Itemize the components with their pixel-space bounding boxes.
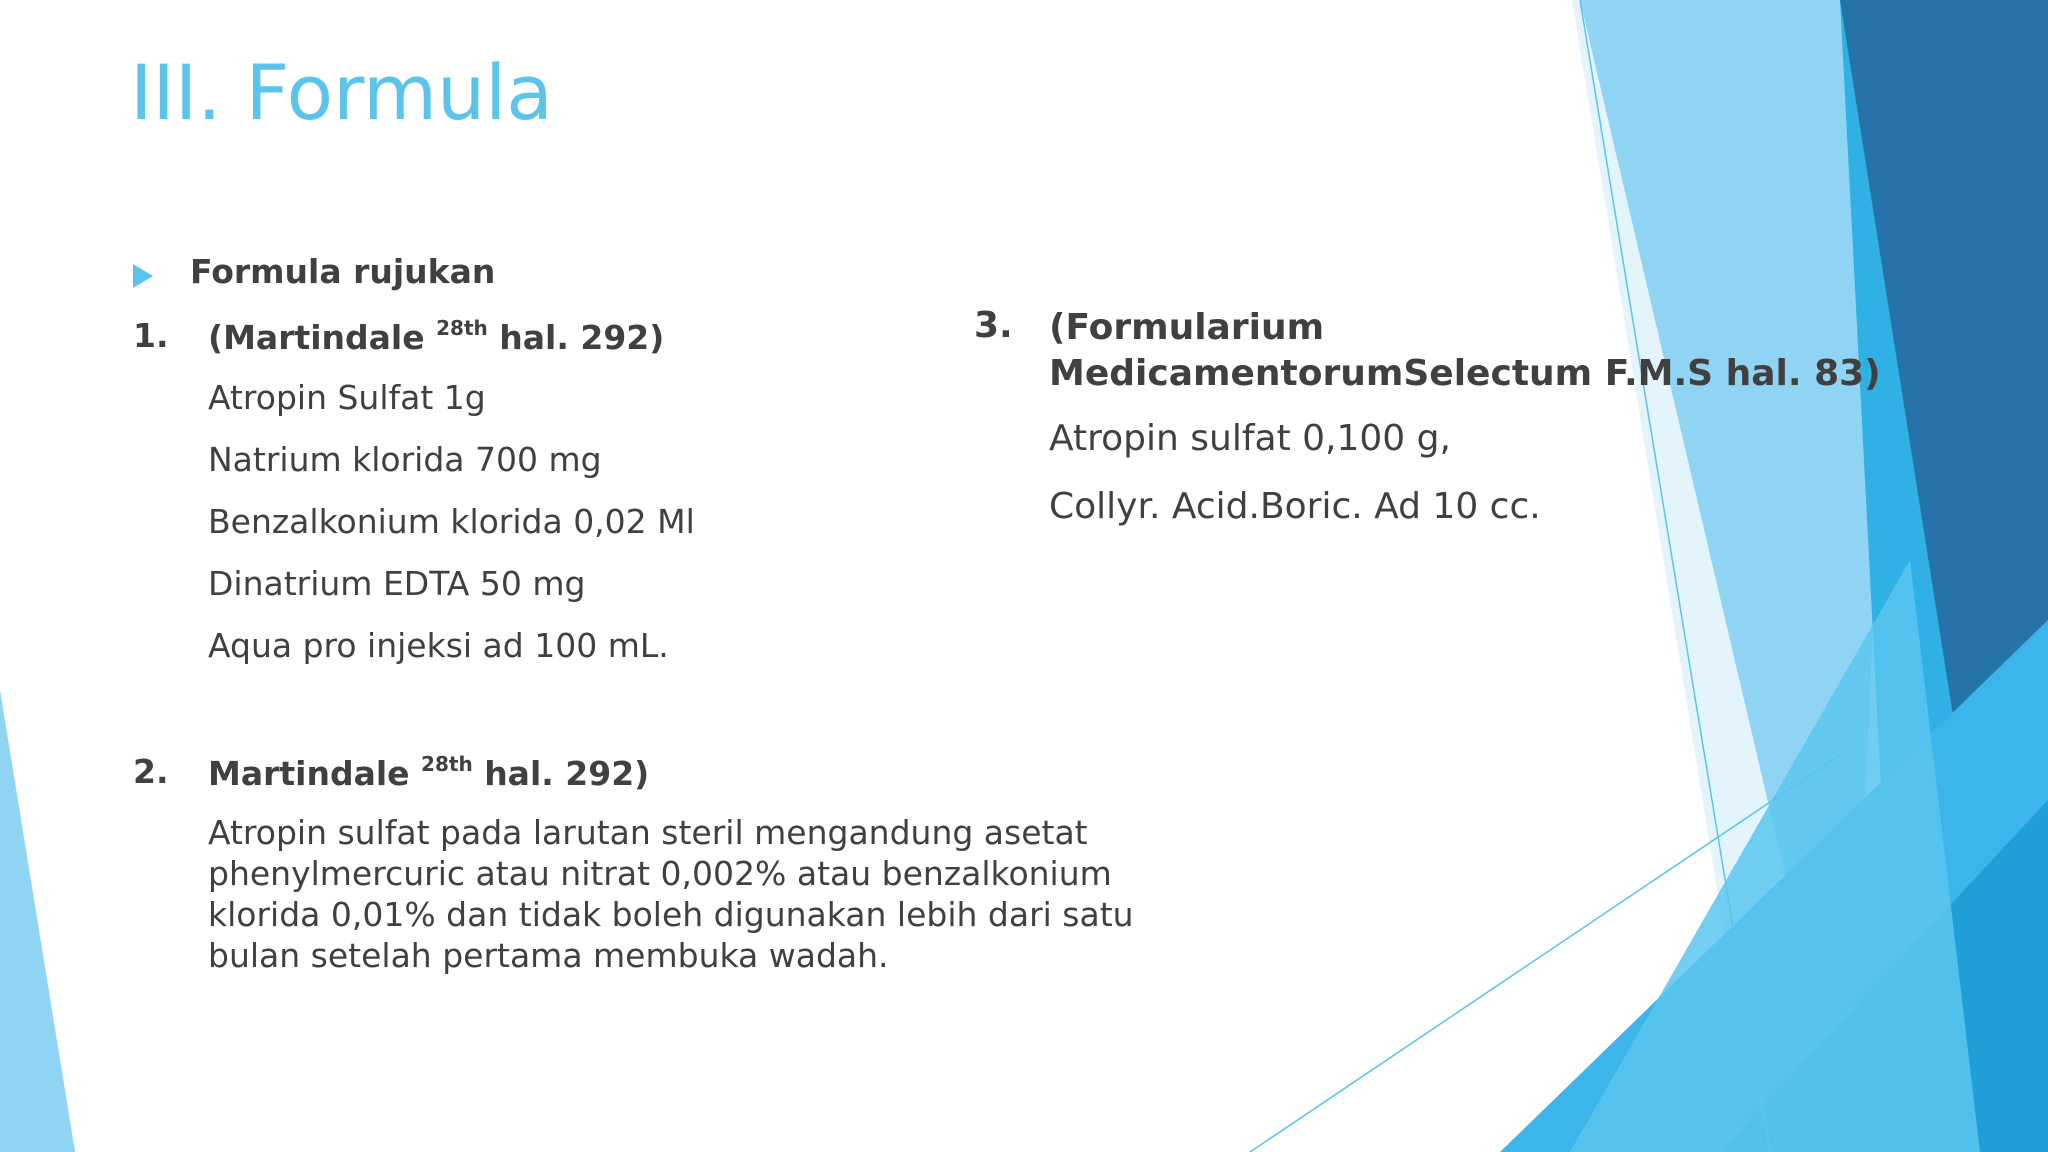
section3-item-1: Atropin sulfat 0,100 g,: [1049, 418, 1451, 459]
section3-number: 3.: [974, 305, 1013, 346]
section2-heading: [208, 752, 649, 793]
section1-item-1: Atropin Sulfat 1g: [208, 378, 486, 417]
section2-paragraph: [208, 812, 1134, 976]
section1-heading-sup: 28th: [436, 316, 488, 340]
section3-heading-line-2: MedicamentorumSelectum F.M.S hal. 83): [1049, 353, 1881, 394]
triangle-bullet-icon: [133, 264, 153, 288]
section1-item-2: Natrium klorida 700 mg: [208, 440, 602, 479]
bg-shape-left: [0, 690, 75, 1152]
section1-heading-prefix: (Martindale: [208, 318, 425, 357]
section1-item-4: Dinatrium EDTA 50 mg: [208, 564, 586, 603]
section1-item-5: Aqua pro injeksi ad 100 mL.: [208, 626, 669, 665]
section2-line-1: Atropin sulfat pada larutan steril mengandung asetat: [208, 813, 1088, 852]
section1-item-3: Benzalkonium klorida 0,02 Ml: [208, 502, 695, 541]
section2-heading-sup: 28th: [421, 752, 473, 776]
section1-number: 1.: [133, 316, 169, 355]
section1-heading: [208, 316, 664, 357]
bullet-heading: Formula rujukan: [190, 252, 496, 291]
section3-heading-line-1: (Formularium: [1049, 307, 1325, 348]
section2-heading-suffix: hal. 292): [484, 754, 650, 793]
section2-line-4: bulan setelah pertama membuka wadah.: [208, 936, 889, 975]
section2-heading-prefix: Martindale: [208, 754, 410, 793]
section3-item-2: Collyr. Acid.Boric. Ad 10 cc.: [1049, 486, 1541, 527]
section2-number: 2.: [133, 752, 169, 791]
section1-heading-suffix: hal. 292): [499, 318, 665, 357]
section2-line-2: phenylmercuric atau nitrat 0,002% atau benzalkonium: [208, 854, 1112, 893]
section3-heading: [1049, 305, 1881, 397]
slide-title: III. Formula: [130, 48, 553, 137]
section2-line-3: klorida 0,01% dan tidak boleh digunakan lebih dari satu: [208, 895, 1134, 934]
